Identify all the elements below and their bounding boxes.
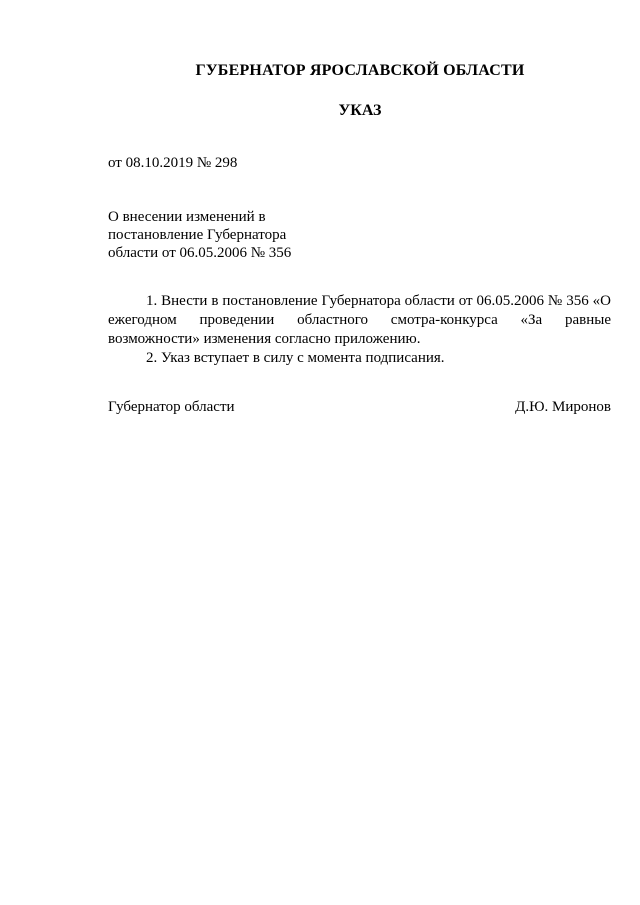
document-subject xyxy=(108,208,348,262)
signatory-position: Губернатор области xyxy=(108,399,235,415)
signature-block xyxy=(108,399,611,416)
issuer-title: ГУБЕРНАТОР ЯРОСЛАВСКОЙ ОБЛАСТИ xyxy=(195,62,525,79)
subject-line: постановление Губернатора xyxy=(108,227,287,243)
subject-line: О внесении изменений в xyxy=(108,209,266,225)
document-date-number: от 08.10.2019 № 298 xyxy=(108,155,238,171)
subject-line: области от 06.05.2006 № 356 xyxy=(108,245,292,261)
document-body xyxy=(108,292,611,368)
document-type-heading: УКАЗ xyxy=(338,102,382,119)
signatory-name: Д.Ю. Миронов xyxy=(515,399,611,415)
body-paragraph-1: 1. Внести в постановление Губернатора области от 06.05.2006 № 356 «О ежегодном проведении областного смотра-конкурса «За равные возможности» изменения согласно приложению. xyxy=(108,293,611,347)
body-paragraph-2: 2. Указ вступает в силу с момента подписания. xyxy=(146,350,445,366)
